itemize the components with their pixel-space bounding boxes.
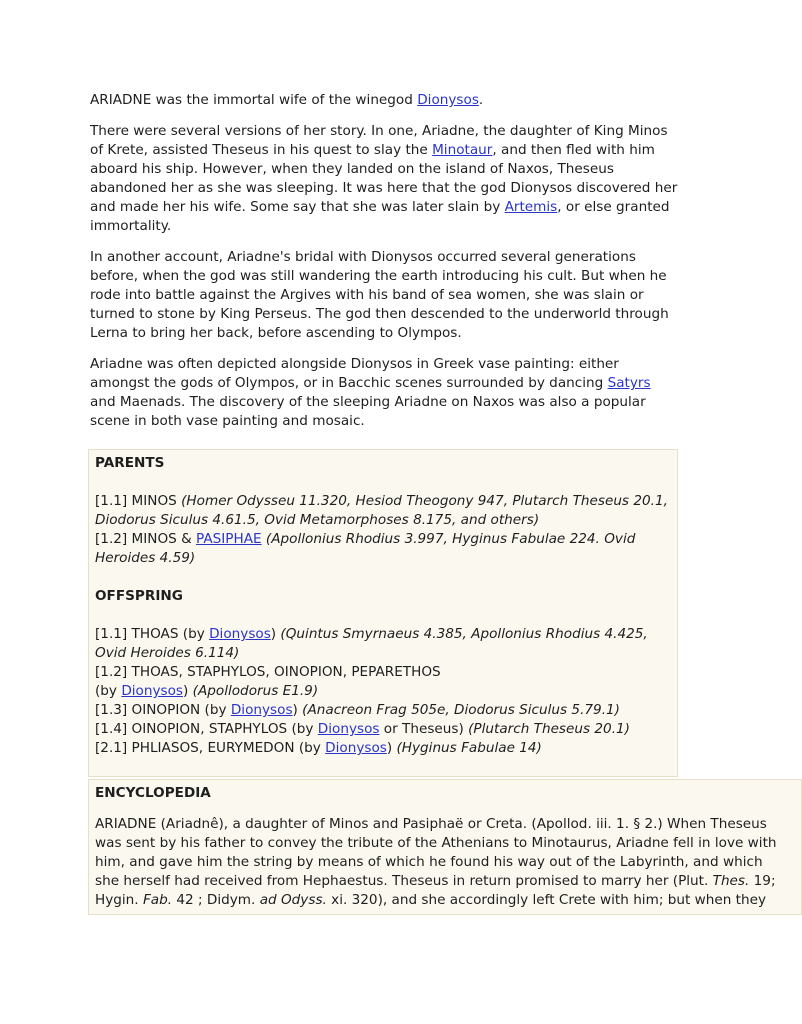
entry-label: ) (183, 683, 193, 699)
encyclopedia-box (88, 779, 802, 915)
paragraph-text: , or else granted immortality. (90, 199, 670, 234)
intro-paragraph-1 (90, 91, 680, 110)
citation: (Hyginus Fabulae 14) (396, 740, 542, 756)
offspring-entry (95, 701, 671, 720)
intro-paragraph-2 (90, 122, 680, 236)
encyclopedia-text: 19; (749, 873, 776, 889)
offspring-entry: [1.2] THOAS, STAPHYLOS, OINOPION, PEPARETHOS (95, 664, 441, 680)
offspring-entry (95, 739, 671, 758)
article-body (90, 91, 680, 443)
paragraph-text: There were several versions of her story. In one, Ariadne, the daughter of King Minos of Krete, assisted Theseus in his quest to slay the (90, 123, 668, 158)
intro-paragraph-3: In another account, Ariadne's bridal with Dionysos occurred several generations before, when the god was still wandering the earth introducing his cult. But when he rode into battle against the Argives with his band of sea women, she was slain or turned to stone by King Perseus. The god then descended to the underworld through Lerna to bring her back, before ascending to Olympos. (90, 249, 669, 341)
citation: (Homer Odysseu 11.320, Hesiod Theogony 947, Plutarch Theseus 20.1, Diodorus Siculus 4.61.5, Ovid Metamorphoses 8.175, and others) (95, 493, 668, 528)
dionysos-link[interactable]: Dionysos (121, 683, 184, 699)
offspring-entry-cont (95, 682, 671, 701)
citation: (Anacreon Frag 505e, Diodorus Siculus 5.79.1) (302, 702, 620, 718)
offspring-entry (95, 720, 671, 739)
citation: (Apollodorus E1.9) (192, 683, 319, 699)
citation: (Plutarch Theseus 20.1) (468, 721, 630, 737)
encyclopedia-text: xi. 320), and she accordingly left Crete with him; but when they (326, 892, 767, 908)
entry-label: [1.1] MINOS (95, 493, 182, 509)
entry-label: ) (292, 702, 303, 718)
encyclopedia-text: 42 ; Didym. (172, 892, 260, 908)
artemis-link[interactable]: Artemis (504, 199, 558, 215)
paragraph-text: and Maenads. The discovery of the sleeping Ariadne on Naxos was also a popular scene in both vase painting and mosaic. (90, 394, 646, 429)
entry-label: [1.4] OINOPION, STAPHYLOS (by (95, 721, 318, 737)
citation: (Apollonius Rhodius 3.997, Hyginus Fabulae 224. Ovid Heroides 4.59) (95, 531, 636, 566)
dionysos-link[interactable]: Dionysos (417, 92, 479, 108)
paragraph-text: , and then fled with him aboard his ship. However, when they landed on the island of Naxos, Theseus abandoned her as she was sleeping. It was here that the god Dionysos discovered her and made her his wife. Some say that she was later slain by (90, 142, 678, 215)
parent-entry (95, 492, 671, 530)
entry-label: (by (95, 683, 122, 699)
entry-label: or Theseus) (379, 721, 469, 737)
encyclopedia-line: him, and gave him the string by means of which he found his way out of the Labyrinth, and which (95, 854, 763, 870)
intro-text: ARIADNE was the immortal wife of the winegod (90, 92, 418, 108)
genealogy-box (88, 449, 678, 777)
entry-label: [1.1] THOAS (by (95, 626, 210, 642)
encyclopedia-text: Hygin. (95, 892, 143, 908)
entry-label: [1.2] MINOS & (95, 531, 197, 547)
citation: ad Odyss. (259, 892, 327, 908)
satyrs-link[interactable]: Satyrs (607, 375, 651, 391)
encyclopedia-line (95, 872, 795, 891)
entry-label: [1.3] OINOPION (by (95, 702, 231, 718)
entry-label: ) (270, 626, 281, 642)
encyclopedia-heading: ENCYCLOPEDIA (95, 785, 211, 801)
entry-label: ) (386, 740, 397, 756)
citation: (Quintus Smyrnaeus 4.385, Apollonius Rhodius 4.425, Ovid Heroides 6.114) (95, 626, 648, 661)
parent-entry (95, 530, 671, 568)
citation: Thes. (712, 873, 750, 889)
entry-label: [2.1] PHLIASOS, EURYMEDON (by (95, 740, 326, 756)
citation: Fab. (142, 892, 173, 908)
offspring-entry (95, 625, 671, 663)
dionysos-link[interactable]: Dionysos (317, 721, 380, 737)
encyclopedia-line: was sent by his father to convey the tribute of the Athenians to Minotaurus, Ariadne fell in love with (95, 835, 777, 851)
parents-heading: PARENTS (95, 455, 165, 471)
dionysos-link[interactable]: Dionysos (230, 702, 293, 718)
dionysos-link[interactable]: Dionysos (325, 740, 387, 756)
dionysos-link[interactable]: Dionysos (209, 626, 271, 642)
pasiphae-link[interactable]: PASIPHAE (196, 531, 262, 547)
minotaur-link[interactable]: Minotaur (432, 142, 493, 158)
encyclopedia-text: she herself had received from Hephaestus. Theseus in return promised to marry her (Plut. (95, 873, 713, 889)
intro-text-end: . (478, 92, 484, 108)
encyclopedia-line (95, 891, 795, 910)
paragraph-text: Ariadne was often depicted alongside Dionysos in Greek vase painting: either amongst the gods of Olympos, or in Bacchic scenes surrounded by dancing (90, 356, 619, 391)
encyclopedia-line: ARIADNE (Ariadnê), a daughter of Minos and Pasiphaë or Creta. (Apollod. iii. 1. § 2.) When Theseus (95, 816, 767, 832)
intro-paragraph-4 (90, 355, 680, 431)
offspring-heading: OFFSPRING (95, 588, 183, 604)
